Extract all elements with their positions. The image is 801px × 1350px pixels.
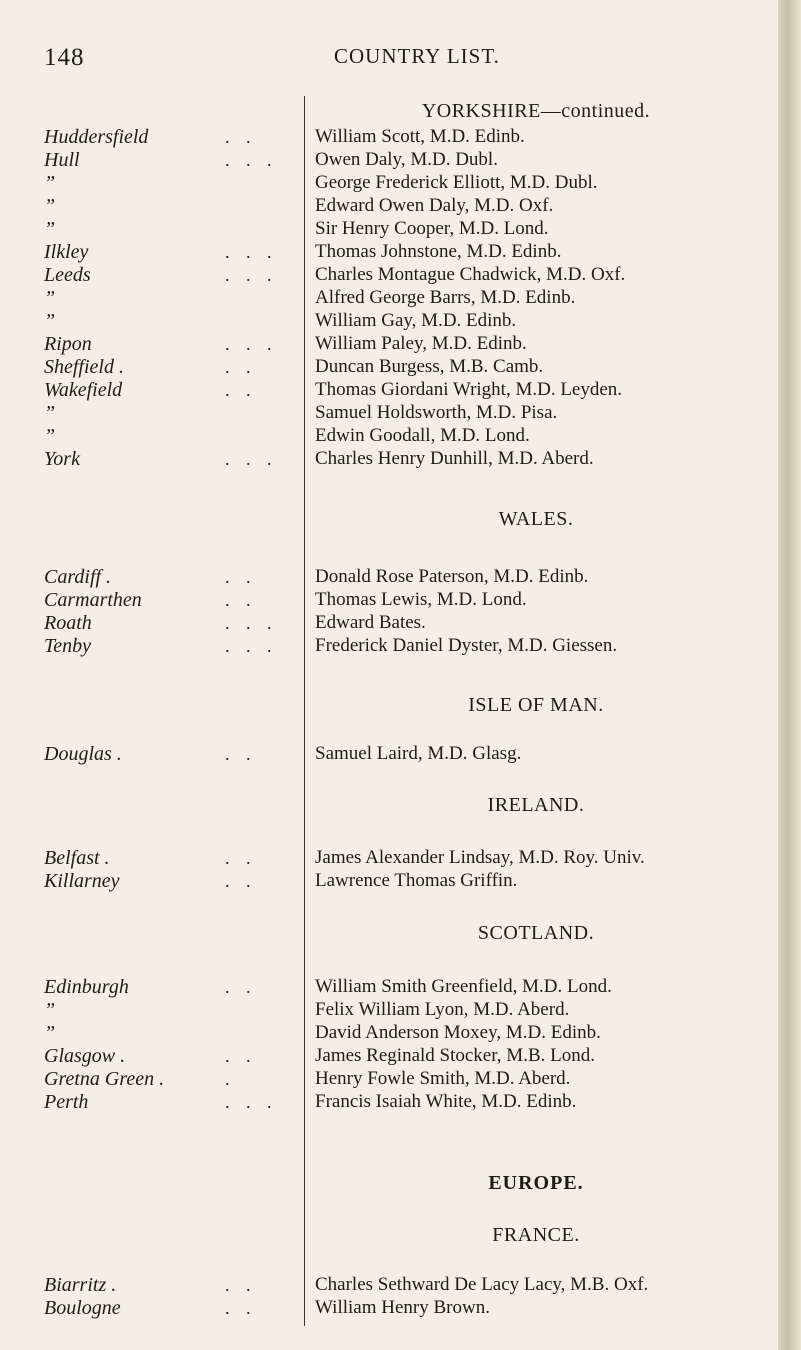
list-row (0, 743, 778, 765)
physician-name: Edwin Goodall, M.D. Lond. (315, 425, 530, 446)
place-name: Cardiff . (44, 566, 112, 588)
section-title-europe: EUROPE. (488, 1172, 584, 1194)
section-title-wales: WALES. (498, 508, 574, 530)
leader-dots: . . (225, 357, 257, 377)
list-row (0, 425, 778, 447)
leader-dots: . . (225, 848, 257, 868)
leader-dots: . . . (225, 334, 278, 354)
list-row (0, 402, 778, 424)
physician-name: James Alexander Lindsay, M.D. Roy. Univ. (315, 847, 645, 868)
list-row (0, 264, 778, 286)
list-row (0, 448, 778, 470)
list-row (0, 1297, 778, 1319)
leader-dots: . . (225, 977, 257, 997)
physician-name: William Smith Greenfield, M.D. Lond. (315, 976, 612, 997)
list-row (0, 356, 778, 378)
section-title-yorkshire: YORKSHIRE—continued. (421, 100, 651, 122)
page-header (0, 44, 778, 84)
list-row (0, 149, 778, 171)
list-row (0, 195, 778, 217)
page-number: 148 (44, 44, 85, 71)
running-title: COUNTRY LIST. (334, 44, 500, 68)
list-row (0, 635, 778, 657)
leader-dots: . . (225, 1298, 257, 1318)
place-name: Perth (44, 1091, 89, 1113)
physician-name: James Reginald Stocker, M.B. Lond. (315, 1045, 595, 1066)
leader-dots: . . . (225, 242, 278, 262)
leader-dots: . . . (225, 265, 278, 285)
physician-name: Lawrence Thomas Griffin. (315, 870, 518, 891)
list-row (0, 379, 778, 401)
leader-dots: . . . (225, 449, 278, 469)
place-name: Leeds (44, 264, 91, 286)
physician-name: Thomas Johnstone, M.D. Edinb. (315, 241, 562, 262)
physician-name: Owen Daly, M.D. Dubl. (315, 149, 498, 170)
list-row (0, 589, 778, 611)
place-name: Hull (44, 149, 80, 171)
list-row (0, 333, 778, 355)
section-title-france: FRANCE. (492, 1224, 580, 1246)
list-row (0, 1022, 778, 1044)
physician-name: Frederick Daniel Dyster, M.D. Giessen. (315, 635, 618, 656)
leader-dots: . . . (225, 613, 278, 633)
physician-name: Charles Henry Dunhill, M.D. Aberd. (315, 448, 594, 469)
physician-name: Felix William Lyon, M.D. Aberd. (315, 999, 570, 1020)
list-row (0, 976, 778, 998)
place-name: Carmarthen (44, 589, 142, 611)
place-name: Killarney (44, 870, 120, 892)
place-name: Douglas . (44, 743, 122, 765)
physician-name: Donald Rose Paterson, M.D. Edinb. (315, 566, 589, 587)
place-name: Biarritz . (44, 1274, 117, 1296)
place-name: ” (44, 425, 56, 447)
list-row (0, 612, 778, 634)
list-row (0, 999, 778, 1021)
place-name: ” (44, 402, 56, 424)
physician-name: Samuel Laird, M.D. Glasg. (315, 743, 522, 764)
physician-name: Charles Sethward De Lacy Lacy, M.B. Oxf. (315, 1274, 649, 1295)
leader-dots: . . . (225, 636, 278, 656)
place-name: Roath (44, 612, 92, 634)
list-row (0, 847, 778, 869)
place-name: Tenby (44, 635, 92, 657)
physician-name: George Frederick Elliott, M.D. Dubl. (315, 172, 598, 193)
leader-dots: . . (225, 590, 257, 610)
physician-name: Sir Henry Cooper, M.D. Lond. (315, 218, 549, 239)
list-row (0, 218, 778, 240)
section-title-scotland: SCOTLAND. (477, 922, 595, 944)
place-name: ” (44, 287, 56, 309)
list-row (0, 287, 778, 309)
physician-name: William Gay, M.D. Edinb. (315, 310, 517, 331)
place-name: Glasgow . (44, 1045, 126, 1067)
leader-dots: . (225, 1069, 236, 1089)
place-name: Sheffield . (44, 356, 124, 378)
physician-name: William Henry Brown. (315, 1297, 490, 1318)
place-name: Edinburgh (44, 976, 129, 998)
leader-dots: . . (225, 567, 257, 587)
leader-dots: . . . (225, 150, 278, 170)
leader-dots: . . . (225, 1092, 278, 1112)
physician-name: Charles Montague Chadwick, M.D. Oxf. (315, 264, 626, 285)
leader-dots: . . (225, 1046, 257, 1066)
physician-name: Alfred George Barrs, M.D. Edinb. (315, 287, 576, 308)
list-row (0, 1068, 778, 1090)
place-name: Ripon (44, 333, 92, 355)
physician-name: Henry Fowle Smith, M.D. Aberd. (315, 1068, 571, 1089)
list-row (0, 126, 778, 148)
leader-dots: . . (225, 744, 257, 764)
list-row (0, 870, 778, 892)
physician-name: Francis Isaiah White, M.D. Edinb. (315, 1091, 577, 1112)
place-name: Belfast . (44, 847, 110, 869)
place-name: Wakefield (44, 379, 123, 401)
leader-dots: . . (225, 127, 257, 147)
physician-name: Edward Bates. (315, 612, 426, 633)
physician-name: Samuel Holdsworth, M.D. Pisa. (315, 402, 558, 423)
physician-name: Edward Owen Daly, M.D. Oxf. (315, 195, 554, 216)
place-name: Ilkley (44, 241, 89, 263)
place-name: ” (44, 310, 56, 332)
place-name: Huddersfield (44, 126, 149, 148)
leader-dots: . . (225, 871, 257, 891)
place-name: Boulogne (44, 1297, 121, 1319)
list-row (0, 310, 778, 332)
place-name: ” (44, 195, 56, 217)
page-edge (778, 0, 801, 1350)
physician-name: William Scott, M.D. Edinb. (315, 126, 525, 147)
list-row (0, 172, 778, 194)
section-title-ireland: IRELAND. (487, 794, 585, 816)
list-row (0, 566, 778, 588)
place-name: ” (44, 172, 56, 194)
place-name: ” (44, 1022, 56, 1044)
leader-dots: . . (225, 380, 257, 400)
leader-dots: . . (225, 1275, 257, 1295)
physician-name: Thomas Giordani Wright, M.D. Leyden. (315, 379, 623, 400)
physician-name: Duncan Burgess, M.B. Camb. (315, 356, 544, 377)
place-name: ” (44, 999, 56, 1021)
list-row (0, 241, 778, 263)
place-name: ” (44, 218, 56, 240)
list-row (0, 1045, 778, 1067)
list-row (0, 1274, 778, 1296)
physician-name: Thomas Lewis, M.D. Lond. (315, 589, 527, 610)
physician-name: William Paley, M.D. Edinb. (315, 333, 527, 354)
place-name: York (44, 448, 80, 470)
section-title-isle-of-man: ISLE OF MAN. (468, 694, 604, 716)
physician-name: David Anderson Moxey, M.D. Edinb. (315, 1022, 601, 1043)
list-row (0, 1091, 778, 1113)
place-name: Gretna Green . (44, 1068, 165, 1090)
